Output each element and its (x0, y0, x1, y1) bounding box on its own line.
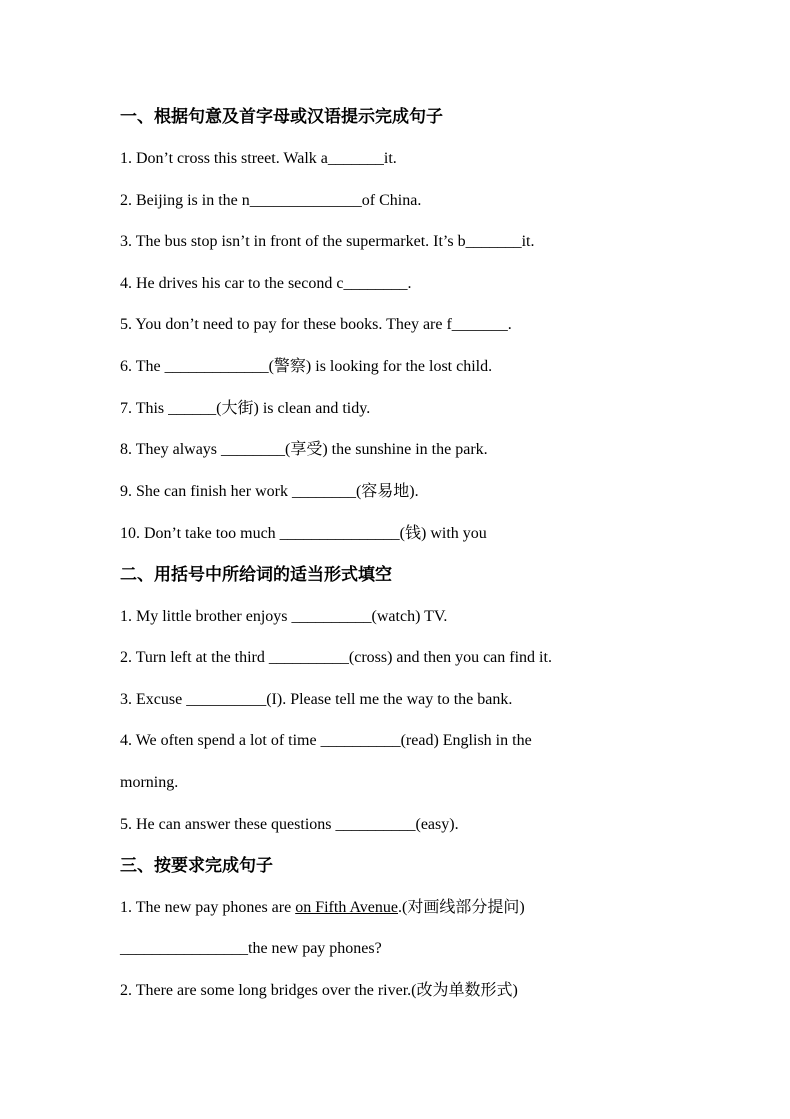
section-1-item-2: 2. Beijing is in the n______________of China. (120, 192, 422, 209)
section-1-item-10: 10. Don’t take too much _______________(钱) with you (120, 525, 487, 542)
section-1-item-4: 4. He drives his car to the second c________. (120, 275, 412, 292)
section-2-item-5: 5. He can answer these questions __________(easy). (120, 816, 459, 833)
section-3-item-1-answer-line: ________________the new pay phones? (120, 940, 382, 957)
section-2-item-3: 3. Excuse __________(I). Please tell me the way to the bank. (120, 691, 513, 708)
section-3-title: 三、按要求完成句子 (120, 856, 273, 876)
section-1-item-6: 6. The _____________(警察) is looking for the lost child. (120, 358, 493, 375)
section-3-item-1 (120, 898, 525, 918)
section-2-title: 二、用括号中所给词的适当形式填空 (120, 565, 392, 585)
section-2-item-4: 4. We often spend a lot of time __________(read) English in the (120, 732, 532, 749)
section-1-item-7: 7. This ______(大街) is clean and tidy. (120, 400, 371, 417)
section-3-item-1-prefix: 1. The new pay phones are (120, 899, 296, 916)
section-1-item-1: 1. Don’t cross this street. Walk a_______it. (120, 150, 397, 167)
section-3-item-2: 2. There are some long bridges over the river.(改为单数形式) (120, 982, 518, 999)
section-2-item-2: 2. Turn left at the third __________(cross) and then you can find it. (120, 649, 552, 666)
section-1-item-3: 3. The bus stop isn’t in front of the supermarket. It’s b_______it. (120, 233, 535, 250)
section-1-title: 一、根据句意及首字母或汉语提示完成句子 (120, 107, 443, 127)
section-2-item-1: 1. My little brother enjoys __________(watch) TV. (120, 608, 448, 625)
section-3-item-1-suffix: .(对画线部分提问) (398, 899, 525, 916)
section-2-item-4-continued: morning. (120, 774, 179, 791)
section-3-item-1-underlined-phrase: on Fifth Avenue (295, 899, 399, 916)
section-1-item-9: 9. She can finish her work ________(容易地). (120, 483, 419, 500)
section-1-item-5: 5. You don’t need to pay for these books. They are f_______. (120, 316, 512, 333)
section-1-item-8: 8. They always ________(享受) the sunshine in the park. (120, 441, 488, 458)
